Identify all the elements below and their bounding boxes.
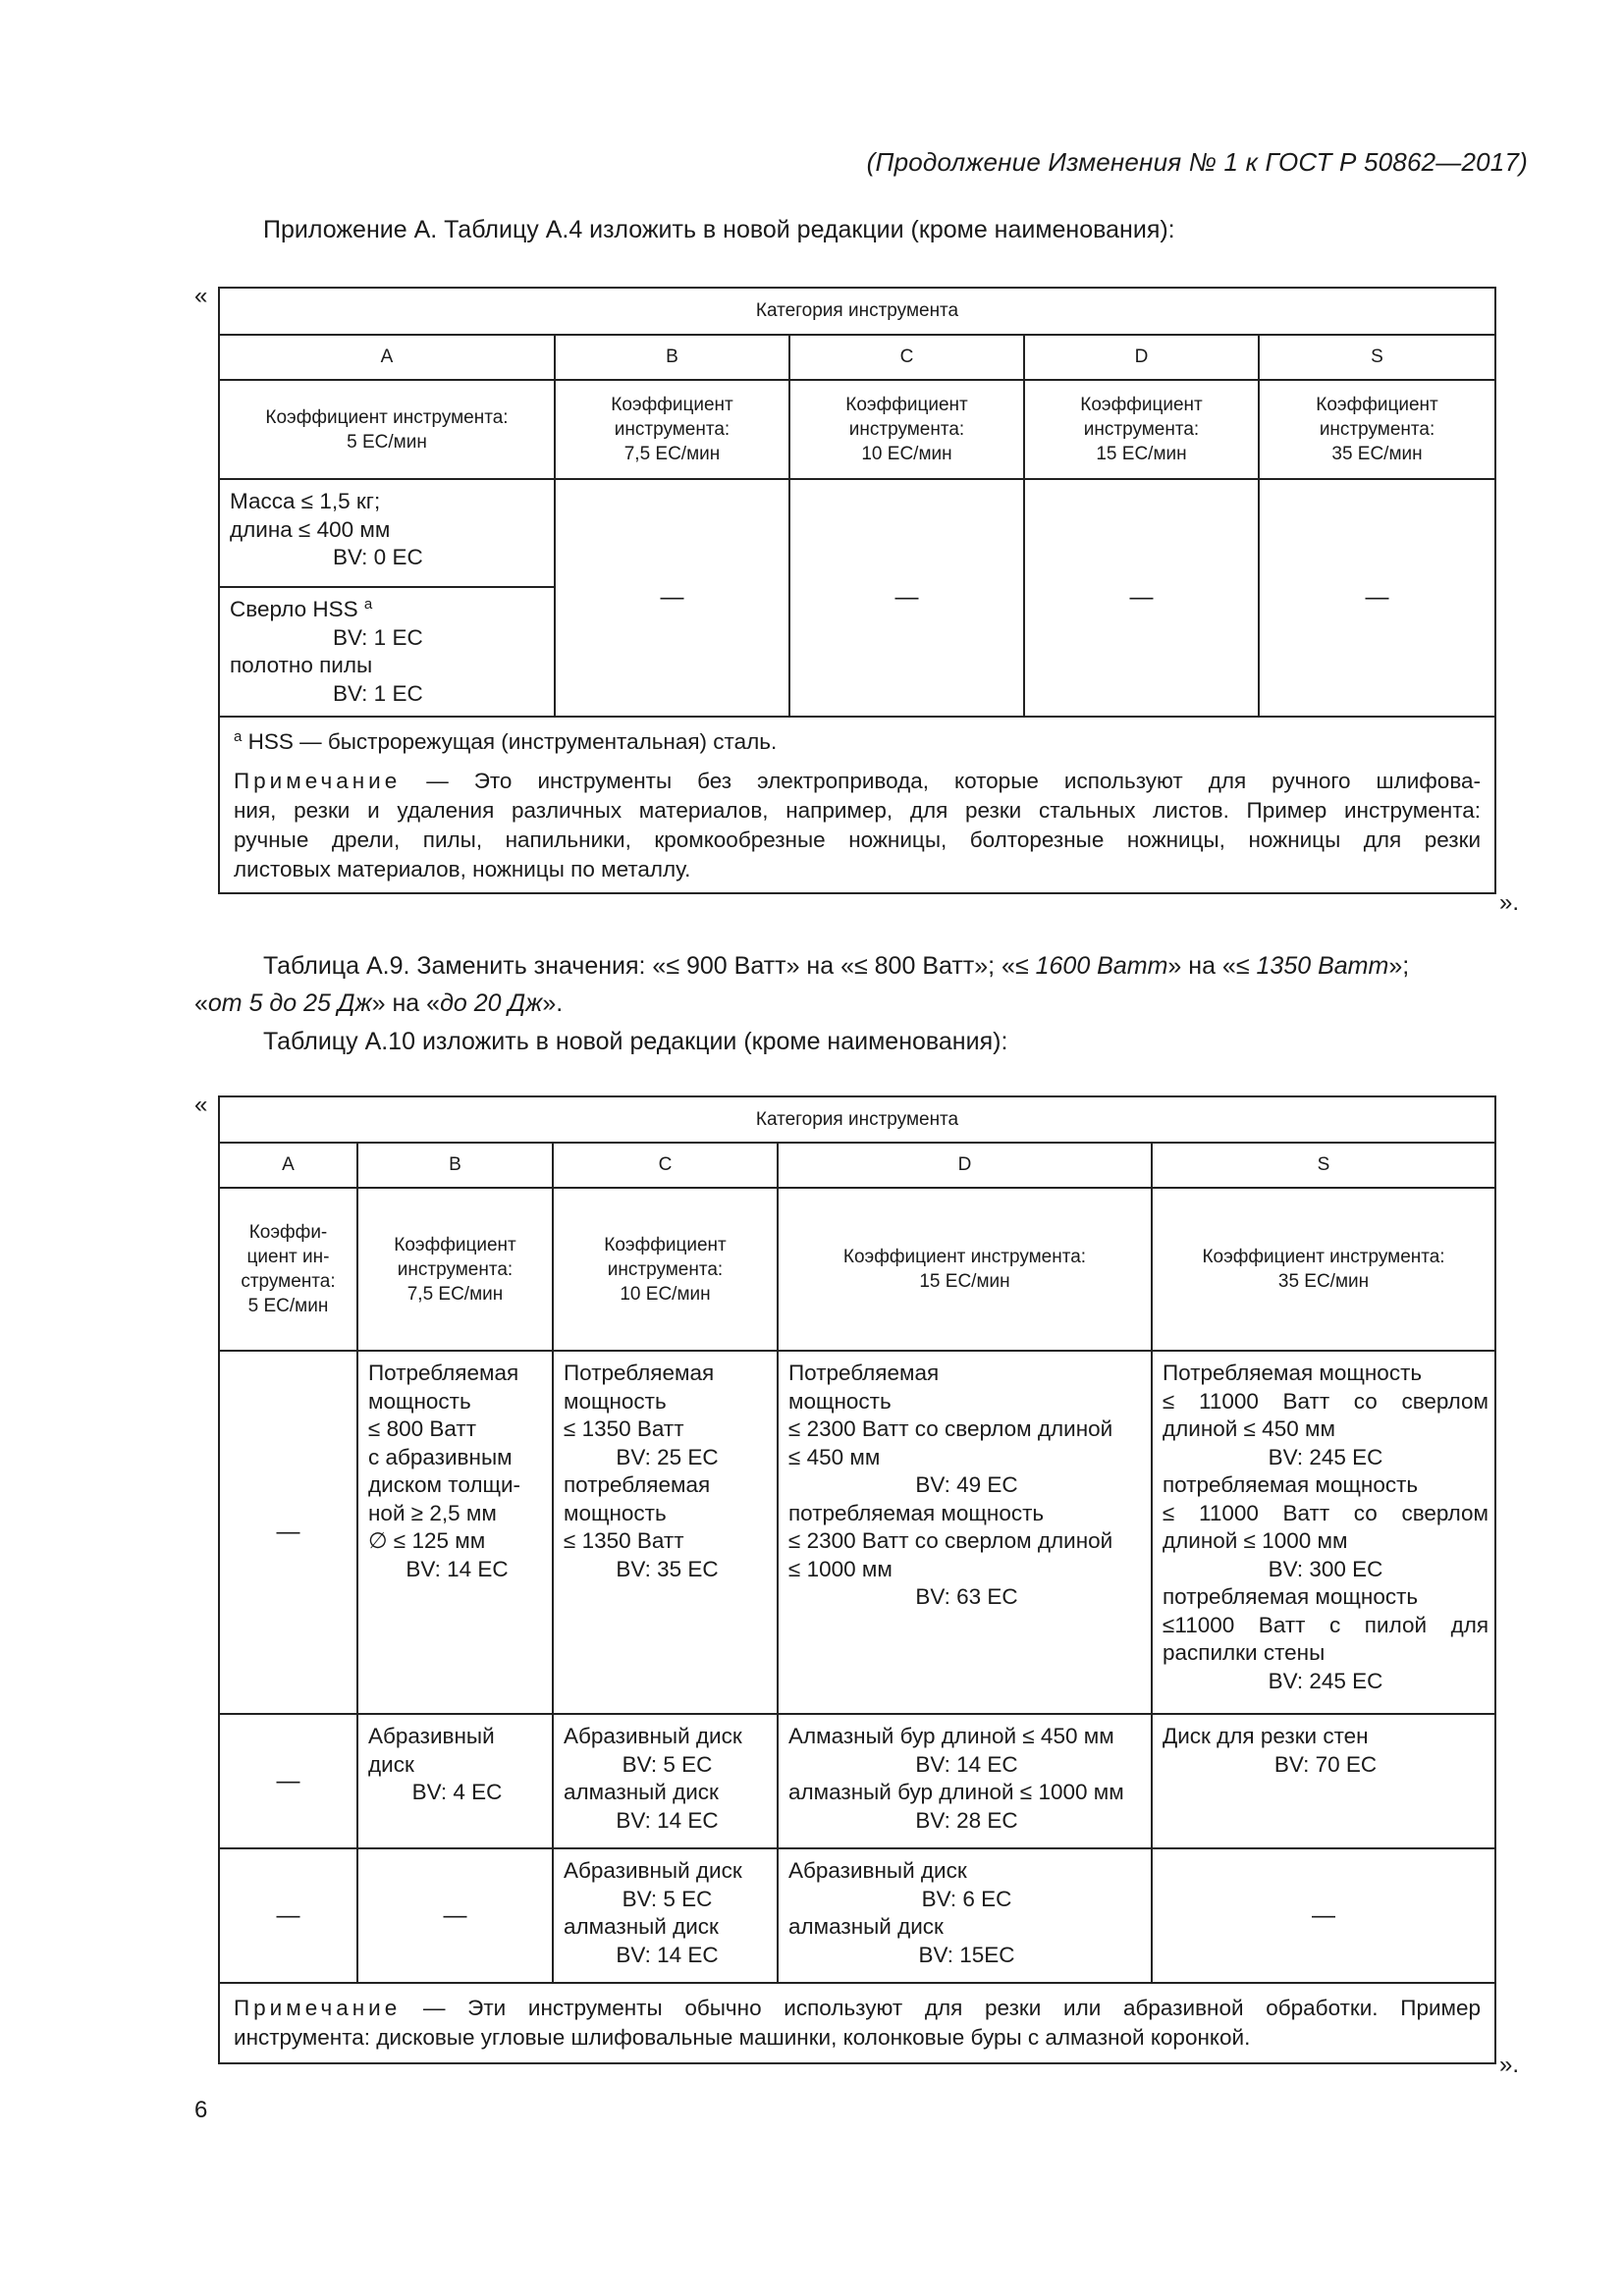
cell-line: BV: 14 ЕС [616, 1807, 719, 1833]
note-label: Примечание [234, 769, 402, 793]
coef-text: Коэффициент [1080, 395, 1203, 415]
table-a4-caption: Категория инструмента [219, 288, 1495, 335]
cell-line: BV: 0 ЕС [333, 545, 423, 569]
cell-line: BV: 49 ЕС [915, 1472, 1018, 1497]
coef-text: циент ин- [246, 1247, 330, 1267]
table-a4-row1-a [219, 479, 555, 587]
coef-text: Коэффициент инструмента: [265, 406, 509, 428]
table-a10-r2-d [778, 1714, 1152, 1848]
note-label: Примечание [234, 1996, 402, 2020]
note-line: листовых материалов, ножницы по металлу. [234, 857, 691, 881]
footnote-ref: a [363, 596, 373, 613]
table-a10-r2-s [1152, 1714, 1495, 1848]
cell-line: потребляемая мощность [1163, 1472, 1419, 1497]
cell-line: BV: 300 ЕС [1268, 1556, 1383, 1581]
coef-value: 7,5 ЕС/мин [623, 444, 721, 464]
cell-line: BV: 35 ЕС [616, 1556, 719, 1581]
coef-text: инструмента: [397, 1258, 514, 1280]
col-header-a: A [219, 1143, 357, 1188]
cell-line: Абразивный диск [788, 1858, 967, 1883]
coef-value: 15 ЕС/мин [1096, 444, 1187, 464]
col-header-b: B [555, 335, 789, 380]
coef-text: Коэффициент инструмента: [1202, 1247, 1445, 1267]
dash-cell: — [219, 1848, 357, 1983]
dash-cell: — [1259, 479, 1495, 717]
hss-label: Сверло HSS [230, 597, 358, 621]
coef-s [1259, 380, 1495, 479]
table-a4-row2-a [219, 587, 555, 717]
coef-value: 5 ЕС/мин [247, 1296, 329, 1316]
cell-line: ≤ 1350 Ватт [564, 1416, 684, 1441]
cell-line: ≤ 1350 Ватт [564, 1528, 684, 1553]
footnote-mark: a [234, 728, 243, 745]
text: Таблица А.9. Заменить значения: «≤ 900 Ватт» на «≤ 800 Ватт»; « [263, 952, 1015, 980]
coef-text: Коэффициент [1316, 395, 1438, 415]
dash-cell: — [219, 1714, 357, 1848]
note-line: ния, резки и удаления различных материалов, например, для резки стальных листов. Пример инструмента: [234, 798, 1482, 823]
col-header-b: B [357, 1143, 553, 1188]
dash-cell: — [219, 1351, 357, 1714]
cell-line: BV: 245 ЕС [1268, 1668, 1383, 1693]
cell-line: диском толщи- [368, 1472, 521, 1497]
cell-line: длиной ≤ 450 мм [1163, 1416, 1335, 1441]
cell-line: Потребляемая [564, 1361, 715, 1385]
note-line [234, 1994, 1481, 2023]
cell-line: Абразивный [368, 1724, 495, 1748]
cell-line: мощность [564, 1500, 667, 1525]
coef-a [219, 380, 555, 479]
col-header-c: C [553, 1143, 778, 1188]
text: « [194, 989, 208, 1017]
cell-line: BV: 14 ЕС [406, 1556, 509, 1581]
table-a10-r1-d [778, 1351, 1152, 1714]
cell-line: Потребляемая [788, 1361, 940, 1385]
cell-line [230, 596, 548, 624]
coef-text: Коэффициент [394, 1234, 516, 1255]
table-a10-r3-d [778, 1848, 1152, 1983]
note-line [234, 767, 1481, 796]
cell-line: длиной ≤ 1000 мм [1163, 1528, 1348, 1553]
cell-line: BV: 4 ЕС [411, 1780, 503, 1804]
cell-line: BV: 63 ЕС [915, 1584, 1018, 1609]
cell-line: BV: 15ЕС [918, 1942, 1015, 1967]
coef-d [1024, 380, 1259, 479]
cell-line: Абразивный диск [564, 1724, 742, 1748]
table-a4 [218, 287, 1496, 894]
table-a10-r1-b [357, 1351, 553, 1714]
coef-text: инструмента: [848, 419, 965, 440]
cell-line: потребляемая [564, 1472, 711, 1497]
cell-line: мощность [564, 1388, 667, 1414]
table-a9-paragraph [263, 947, 1528, 985]
coef-value: 5 ЕС/мин [347, 431, 427, 453]
cell-line: мощность [788, 1388, 892, 1414]
cell-line: ≤ 11000 Ватт со сверлом [1163, 1388, 1489, 1414]
text: ». [542, 989, 564, 1017]
coef-a [219, 1188, 357, 1351]
italic-value: ≤ 1600 Ватт [1014, 952, 1168, 980]
italic-value: ≤ 1350 Ватт [1235, 952, 1389, 980]
cell-line: BV: 14 ЕС [616, 1942, 719, 1967]
coef-text: Коэффи- [248, 1222, 328, 1243]
col-header-c: C [789, 335, 1024, 380]
col-header-s: S [1152, 1143, 1495, 1188]
cell-line: потребляемая мощность [788, 1500, 1045, 1525]
col-header-a: A [219, 335, 555, 380]
intro-paragraph-3: Таблицу А.10 изложить в новой редакции (кроме наименования): [263, 1028, 1008, 1055]
footnote-text: HSS — быстрорежущая (инструментальная) сталь. [247, 729, 778, 754]
text: »; [1388, 952, 1410, 980]
cell-line: ной ≥ 2,5 мм [368, 1500, 497, 1525]
coef-s [1152, 1188, 1495, 1351]
coef-text: струмента: [241, 1271, 336, 1292]
table-a10-r1-s [1152, 1351, 1495, 1714]
table-a10-caption: Категория инструмента [219, 1096, 1495, 1143]
text: » на « [1167, 952, 1236, 980]
dash-cell: — [555, 479, 789, 717]
italic-value: до 20 Дж [440, 989, 543, 1017]
cell-line: ≤11000 Ватт с пилой для [1163, 1612, 1489, 1637]
cell-line: мощность [368, 1388, 471, 1414]
table-a10-r2-c [553, 1714, 778, 1848]
coef-text: инструмента: [607, 1258, 724, 1280]
cell-line: Масса ≤ 1,5 кг; [230, 489, 381, 513]
cell-line: алмазный бур длиной ≤ 1000 мм [788, 1780, 1124, 1804]
coef-text: инструмента: [1083, 419, 1200, 440]
coef-text: инструмента: [614, 419, 731, 440]
cell-line: BV: 5 ЕС [622, 1751, 713, 1777]
coef-value: 7,5 ЕС/мин [406, 1283, 504, 1305]
cell-line: алмазный диск [564, 1780, 719, 1804]
cell-line: BV: 1 ЕС [333, 624, 423, 650]
coef-d [778, 1188, 1152, 1351]
dash-cell: — [357, 1848, 553, 1983]
cell-line: ≤ 450 мм [788, 1444, 881, 1469]
coef-text: инструмента: [1319, 419, 1435, 440]
table-a9-paragraph-cont [194, 985, 563, 1022]
coef-text: Коэффициент [845, 395, 968, 415]
note-line: ручные дрели, пилы, напильники, кромкообрезные ножницы, болторезные ножницы, ножницы для резки [234, 828, 1482, 852]
note-line: инструмента: дисковые угловые шлифовальные машинки, колонковые буры с алмазной коронкой. [234, 2025, 1251, 2050]
cell-line: ≤ 2300 Ватт со сверлом длиной [788, 1528, 1113, 1553]
cell-line: алмазный диск [788, 1914, 944, 1939]
coef-text: Коэффициент инструмента: [842, 1247, 1087, 1267]
coef-b [357, 1188, 553, 1351]
cell-line: диск [368, 1751, 414, 1777]
table-a10 [218, 1095, 1496, 2064]
table-a10-r1-c [553, 1351, 778, 1714]
coef-c [553, 1188, 778, 1351]
italic-value: от 5 до 25 Дж [207, 989, 372, 1017]
coef-c [789, 380, 1024, 479]
cell-line: с абразивным [368, 1444, 513, 1469]
cell-line: BV: 25 ЕС [616, 1444, 719, 1469]
cell-line: BV: 14 ЕС [915, 1751, 1018, 1777]
coef-value: 35 ЕС/мин [1277, 1271, 1370, 1292]
cell-line: Алмазный бур длиной ≤ 450 мм [788, 1724, 1114, 1748]
close-quote-1: ». [1499, 889, 1520, 916]
cell-line: потребляемая мощность [1163, 1584, 1419, 1609]
intro-paragraph-1: Приложение А. Таблицу А.4 изложить в новой редакции (кроме наименования): [263, 216, 1175, 243]
close-quote-2: ». [1499, 2052, 1520, 2078]
cell-line: ≤ 1000 мм [788, 1556, 893, 1581]
cell-line: Абразивный диск [564, 1858, 742, 1883]
cell-line: длина ≤ 400 мм [230, 516, 391, 542]
text: » на « [371, 989, 441, 1017]
coef-b [555, 380, 789, 479]
table-a4-notes [219, 717, 1495, 893]
cell-line: Потребляемая мощность [1163, 1361, 1423, 1385]
table-a10-r3-c [553, 1848, 778, 1983]
dash-cell: — [789, 479, 1024, 717]
cell-line: BV: 245 ЕС [1268, 1444, 1383, 1469]
cell-line: BV: 28 ЕС [915, 1807, 1018, 1833]
cell-line: распилки стены [1163, 1640, 1326, 1665]
page-number: 6 [194, 2097, 208, 2123]
document-header: (Продолжение Изменения № 1 к ГОСТ Р 50862—2017) [866, 147, 1528, 177]
cell-line: ≤ 11000 Ватт со сверлом [1163, 1500, 1489, 1525]
coef-text: Коэффициент [604, 1234, 727, 1255]
cell-line: полотно пилы [230, 653, 373, 677]
dash-cell: — [1152, 1848, 1495, 1983]
open-quote-2: « [194, 1092, 208, 1118]
cell-line: ≤ 2300 Ватт со сверлом длиной [788, 1416, 1113, 1441]
col-header-s: S [1259, 335, 1495, 380]
col-header-d: D [1024, 335, 1259, 380]
cell-line: BV: 70 ЕС [1273, 1751, 1378, 1777]
cell-line: ∅ ≤ 125 мм [368, 1528, 486, 1553]
cell-line: BV: 1 ЕС [333, 680, 423, 706]
table-a10-r2-b [357, 1714, 553, 1848]
coef-text: Коэффициент [611, 395, 733, 415]
cell-line: ≤ 800 Ватт [368, 1416, 477, 1441]
coef-value: 10 ЕС/мин [620, 1283, 711, 1305]
col-header-d: D [778, 1143, 1152, 1188]
dash-cell: — [1024, 479, 1259, 717]
cell-line: Диск для резки стен [1163, 1724, 1369, 1748]
cell-line: алмазный диск [564, 1914, 719, 1939]
coef-value: 15 ЕС/мин [919, 1271, 1010, 1292]
note-text: — Эти инструменты обычно используют для резки или абразивной обработки. Пример [401, 1996, 1482, 2020]
note-text: — Это инструменты без электропривода, которые используют для ручного шлифова- [401, 769, 1482, 793]
table-a10-note [219, 1983, 1495, 2063]
cell-line: Потребляемая [368, 1361, 519, 1385]
open-quote-1: « [194, 283, 208, 309]
cell-line: BV: 6 ЕС [921, 1886, 1012, 1911]
cell-line: BV: 5 ЕС [622, 1886, 713, 1911]
footnote [234, 727, 1481, 757]
coef-value: 10 ЕС/мин [861, 444, 952, 464]
coef-value: 35 ЕС/мин [1331, 444, 1423, 464]
